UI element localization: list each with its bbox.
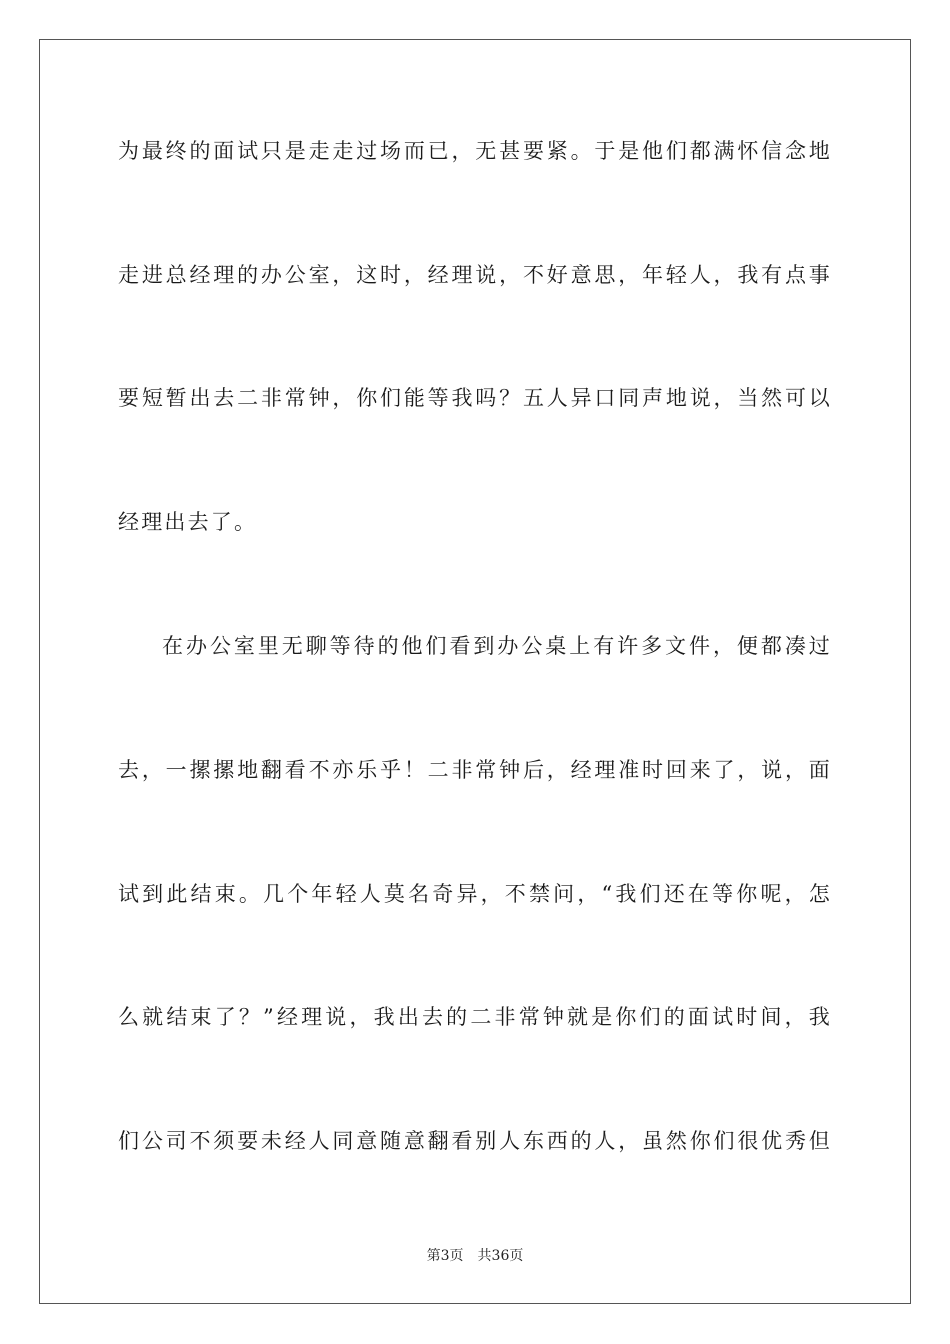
paragraph-first-line: 在办公室里无聊等待的他们看到办公桌上有许多文件，便都凑过: [162, 634, 832, 658]
text-line: 试到此结束。几个年轻人莫名奇异，不禁问，“我们还在等你呢，怎: [118, 882, 832, 906]
page-border: [39, 39, 911, 1304]
text-line: 走进总经理的办公室，这时，经理说，不好意思，年轻人，我有点事: [118, 263, 832, 287]
text-line: 要短暂出去二非常钟，你们能等我吗？五人异口同声地说，当然可以: [118, 386, 832, 410]
page-footer: [0, 1246, 950, 1266]
text-line: 经理出去了。: [118, 510, 258, 534]
page-total: 共36页: [477, 1248, 524, 1264]
text-line: 为最终的面试只是走走过场而已，无甚要紧。于是他们都满怀信念地: [118, 139, 832, 163]
text-line: 们公司不须要未经人同意随意翻看别人东西的人，虽然你们很优秀但: [118, 1129, 832, 1153]
text-line: 去，一摞摞地翻看不亦乐乎！二非常钟后，经理准时回来了，说，面: [118, 758, 832, 782]
text-line: 么就结束了？”经理说，我出去的二非常钟就是你们的面试时间，我: [118, 1005, 832, 1029]
page-number: 第3页: [426, 1248, 464, 1264]
